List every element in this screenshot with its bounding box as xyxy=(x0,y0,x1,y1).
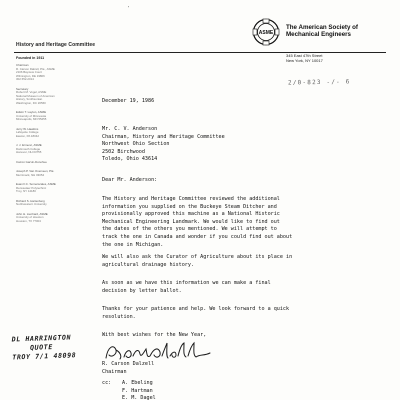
roster-group xyxy=(16,64,86,82)
roster-groups xyxy=(16,64,86,223)
roster-line: Northwestern University xyxy=(16,202,47,206)
header-rule xyxy=(14,52,386,53)
addressee-line: Chairman, History and Heritage Committee xyxy=(102,133,225,140)
founded-label: Founded in 1911 xyxy=(16,56,45,60)
hand-note-line: TROY 7/1 48098 xyxy=(12,350,77,362)
paragraph-2 xyxy=(102,254,392,269)
roster-line: Carron Garvin-Donohue xyxy=(16,159,47,164)
roster-line: Joseph P. Van Overveen, P.E. xyxy=(16,169,55,173)
cc-label: cc: xyxy=(102,380,112,386)
roster-line: Robert M. Vogel, ASME xyxy=(16,90,47,94)
addressee-line: 2502 Birchwood xyxy=(102,148,145,155)
org-address-line-1: 345 East 47th Street xyxy=(286,53,323,58)
committee-roster xyxy=(16,56,86,229)
paragraph-line: Thanks for your patience and help. We look forward to a quick xyxy=(102,306,290,312)
paragraph-line: We will also ask the Curator of Agriculture about its place in xyxy=(102,254,293,260)
roster-line: Dartmouth College xyxy=(16,146,41,151)
signer-name: R. Carson Dalzell xyxy=(102,361,155,367)
roster-line: Houston, TX 77004 xyxy=(16,218,41,223)
committee-name: History and Heritage Committee xyxy=(16,42,96,48)
roster-group xyxy=(16,144,86,155)
roster-line: Hanover, NH 03755 xyxy=(16,150,42,154)
roster-line: Washington, DC 20560 xyxy=(16,100,46,105)
cc-block xyxy=(102,380,156,400)
roster-line: History, Smithsonian xyxy=(16,97,43,101)
roster-line: Edwin T. Layton, ASME xyxy=(16,110,46,114)
roster-line: Troy, NY 12180 xyxy=(16,189,36,193)
cc-name: E. M. Dagel xyxy=(122,395,156,400)
paragraph-line: track the one in Canada and wonder if you could find out about xyxy=(102,233,293,240)
paragraph-line: As soon as we have this information we can make a final xyxy=(102,280,271,286)
cc-names xyxy=(122,380,156,400)
roster-group xyxy=(16,170,86,177)
roster-group xyxy=(16,183,86,194)
roster-group xyxy=(16,88,86,106)
roster-line: 2106 Bayview Court xyxy=(16,70,42,74)
signer-title: Chairman xyxy=(102,368,127,375)
addressee-line: Toledo, Ohio 43614 xyxy=(102,156,158,163)
paragraph-line: information you supplied on the Buckeye Steam Ditcher and xyxy=(102,203,277,210)
roster-line: Rensselaer Polytechnic xyxy=(16,185,47,190)
roster-line: University of Minnesota xyxy=(16,113,47,118)
paragraph-4 xyxy=(102,306,392,321)
paragraph-line: Mechanical Engineering Landmark. We would like to find out xyxy=(102,218,280,225)
paragraph-line: resolution. xyxy=(102,313,136,320)
paragraph-1 xyxy=(102,196,392,249)
hand-note-line: QUOTE xyxy=(29,342,53,352)
paragraph-line: The History and Heritage Committee reviewed the additional xyxy=(102,196,280,202)
org-address-line-2: New York, NY 10017 xyxy=(286,58,323,64)
org-name-line-2: Mechanical Engineers xyxy=(286,31,351,39)
paragraph-3 xyxy=(102,280,392,295)
roster-line: Lafayette College xyxy=(16,130,39,134)
roster-group xyxy=(16,161,86,165)
roster-line: Wilmington, DE 19806 xyxy=(16,73,45,78)
handwritten-margin-note xyxy=(12,333,99,362)
organization-name xyxy=(286,24,396,38)
paragraph-line: provisionally approved this machine as a National Historic xyxy=(102,211,280,218)
roster-line: Chairman xyxy=(16,63,29,67)
roster-line: 302 652-2014 xyxy=(16,77,34,81)
addressee-block xyxy=(102,126,225,164)
margin-tick-mark: ' xyxy=(128,6,129,12)
roster-line: Jerry W. Hawkins xyxy=(16,126,39,131)
roster-line: J. J. Ermenc, ASME xyxy=(16,143,42,147)
addressee-line: Mr. C. V. Anderson xyxy=(102,126,158,132)
cc-name: A. Ebeling xyxy=(122,380,153,386)
roster-line: National Museum of American xyxy=(16,93,55,98)
roster-group xyxy=(16,128,86,139)
stamped-file-number: 2/0-823 -/- 6 xyxy=(287,78,351,87)
roster-line: John H. Lienhard, ASME xyxy=(16,211,48,216)
paragraph-line: decision by letter ballot. xyxy=(102,287,182,294)
roster-line: R. Carson Dalzell, P.E., ASME xyxy=(16,66,55,71)
roster-line: Secretary xyxy=(16,86,29,91)
roster-line: Euan F.C. Somerscales, ASME xyxy=(16,182,56,186)
signer-block xyxy=(102,361,154,376)
roster-group xyxy=(16,200,86,207)
letter-date: December 19, 1986 xyxy=(102,98,155,104)
roster-group xyxy=(16,111,86,122)
cc-name: F. Hartman xyxy=(122,387,153,394)
roster-line: Minneapolis, MN 55455 xyxy=(16,117,47,121)
roster-line: Richard S. Hartenberg xyxy=(16,198,45,203)
roster-line: University of Houston xyxy=(16,215,44,219)
roster-group xyxy=(16,213,86,224)
paragraph-line: agricultural drainage history. xyxy=(102,261,195,268)
roster-line: Merrimack, NH 03054 xyxy=(16,172,45,177)
salutation: Dear Mr. Anderson: xyxy=(102,177,158,183)
organization-address xyxy=(286,53,323,63)
letter-closing: With best wishes for the New Year, xyxy=(102,332,207,338)
logo-text: ASME xyxy=(258,29,274,36)
addressee-line: Northwest Ohio Section xyxy=(102,141,170,148)
paragraph-line: the one in Michigan. xyxy=(102,241,164,248)
roster-line: Easton, PA 18042 xyxy=(16,133,39,138)
asme-logo-icon xyxy=(252,18,280,46)
org-name-line-1: The American Society of xyxy=(286,24,358,31)
hand-note-line: DL HARRINGTON xyxy=(11,333,72,344)
paragraph-line: the dates of the others you mentioned. We will attempt to xyxy=(102,226,277,233)
